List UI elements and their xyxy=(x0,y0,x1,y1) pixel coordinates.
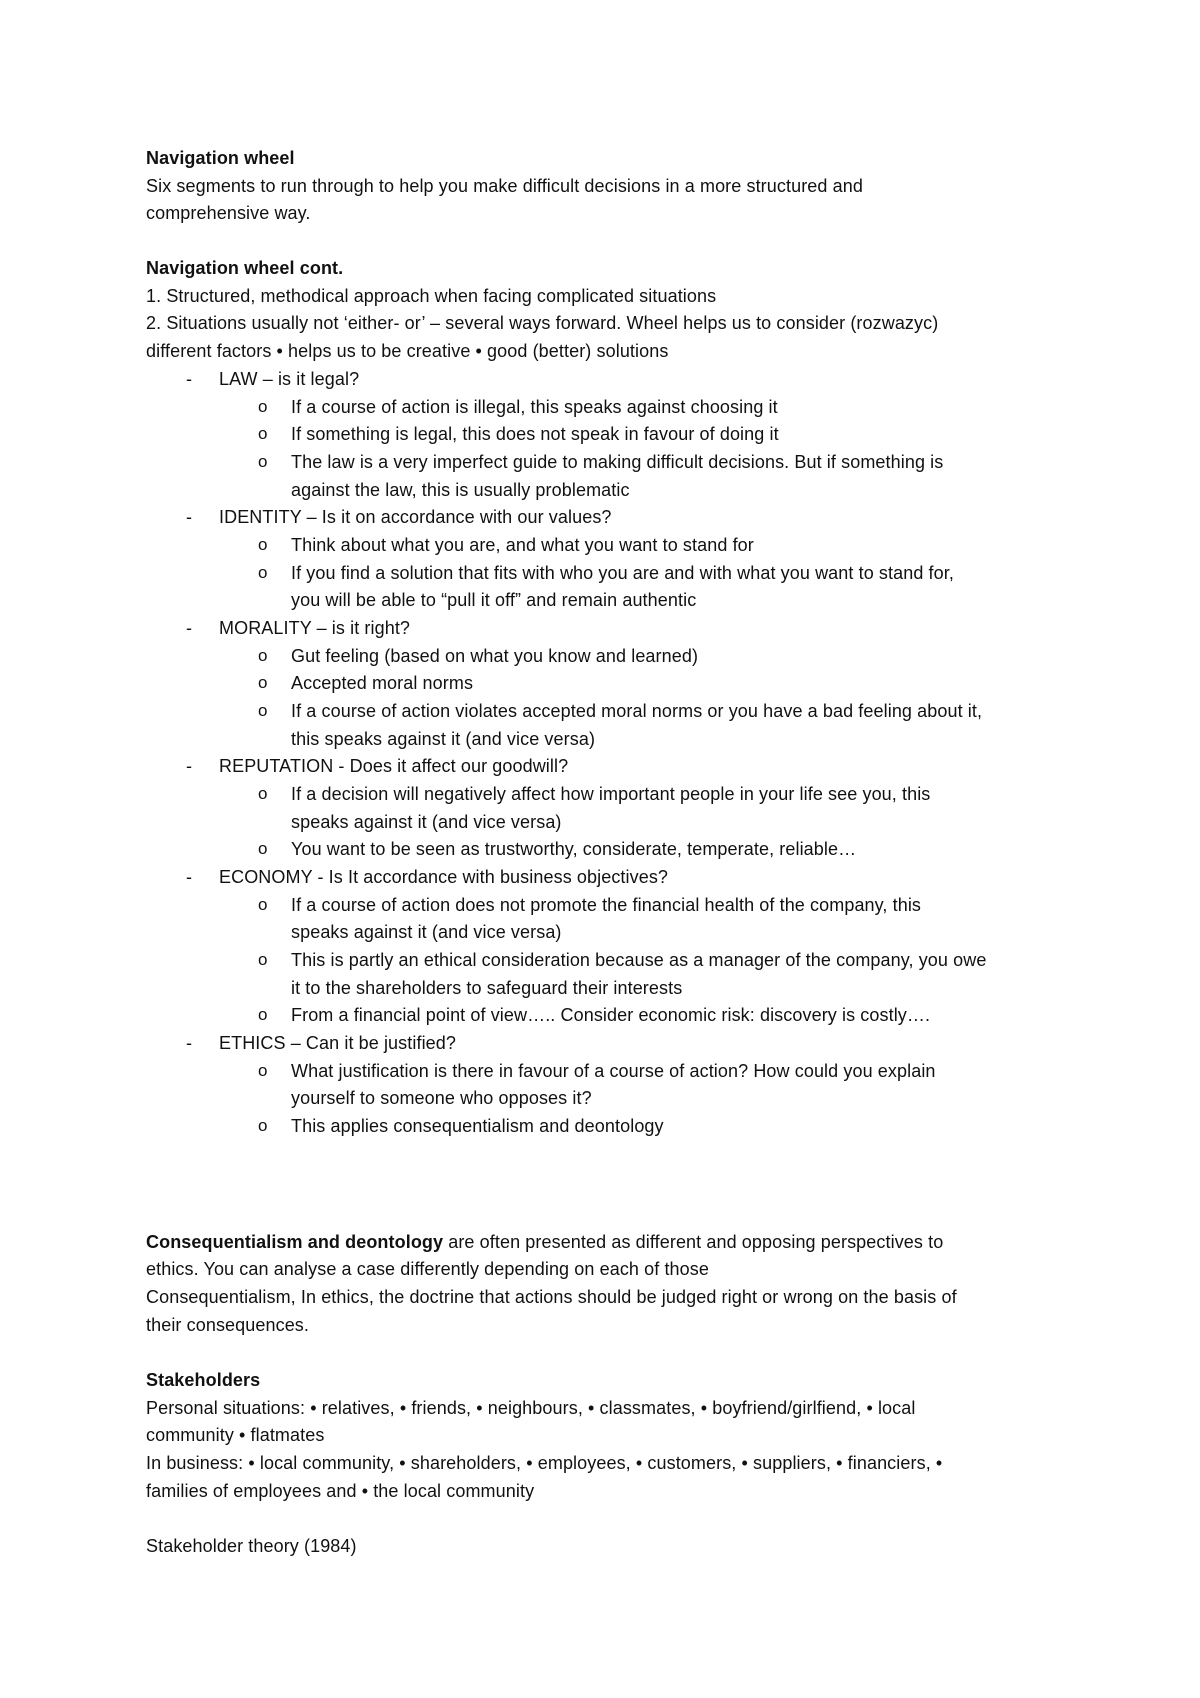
list-item: What justification is there in favour of a course of action? How could you explain xyxy=(291,1061,936,1081)
paragraph-line: Personal situations: • relatives, • friends, • neighbours, • classmates, • boyfriend/girlfiend, • local xyxy=(146,1398,916,1418)
paragraph-line: Six segments to run through to help you make difficult decisions in a more structured and xyxy=(146,176,863,196)
list-item: You want to be seen as trustworthy, considerate, temperate, reliable… xyxy=(291,839,857,859)
circle-bullet: o xyxy=(258,673,268,692)
paragraph-line: Stakeholder theory (1984) xyxy=(146,1536,357,1556)
paragraph-line: community • flatmates xyxy=(146,1425,325,1445)
circle-bullet: o xyxy=(258,895,268,914)
list-item: This is partly an ethical consideration because as a manager of the company, you owe xyxy=(291,950,987,970)
bold-term: Consequentialism and deontology xyxy=(146,1232,444,1252)
list-item: This applies consequentialism and deontology xyxy=(291,1116,664,1136)
segment-identity-title: IDENTITY – Is it on accordance with our values? xyxy=(219,507,612,527)
segment-economy-title: ECONOMY - Is It accordance with business objectives? xyxy=(219,867,669,887)
list-item-cont: speaks against it (and vice versa) xyxy=(291,922,562,942)
list-item-cont: yourself to someone who opposes it? xyxy=(291,1088,592,1108)
dash-bullet: - xyxy=(186,618,193,638)
list-item: From a financial point of view….. Consider economic risk: discovery is costly…. xyxy=(291,1005,931,1025)
list-item: Accepted moral norms xyxy=(291,673,474,693)
circle-bullet: o xyxy=(258,1005,268,1024)
list-item: The law is a very imperfect guide to making difficult decisions. But if something is xyxy=(291,452,944,472)
list-item: If a decision will negatively affect how important people in your life see you, this xyxy=(291,784,931,804)
circle-bullet: o xyxy=(258,424,268,443)
paragraph-text: are often presented as different and opposing perspectives to xyxy=(443,1232,944,1252)
list-item: If something is legal, this does not speak in favour of doing it xyxy=(291,424,779,444)
list-item: If you find a solution that fits with who you are and with what you want to stand for, xyxy=(291,563,954,583)
circle-bullet: o xyxy=(258,1116,268,1135)
circle-bullet: o xyxy=(258,397,268,416)
list-item-cont: it to the shareholders to safeguard their interests xyxy=(291,978,683,998)
circle-bullet: o xyxy=(258,839,268,858)
numbered-item-2-cont: different factors • helps us to be creative • good (better) solutions xyxy=(146,341,669,361)
dash-bullet: - xyxy=(186,1033,193,1053)
list-item-cont: speaks against it (and vice versa) xyxy=(291,812,562,832)
list-item: If a course of action violates accepted moral norms or you have a bad feeling about it, xyxy=(291,701,983,721)
paragraph-line: their consequences. xyxy=(146,1315,310,1335)
paragraph-line: families of employees and • the local community xyxy=(146,1481,535,1501)
circle-bullet: o xyxy=(258,535,268,554)
circle-bullet: o xyxy=(258,784,268,803)
numbered-item-1: 1. Structured, methodical approach when facing complicated situations xyxy=(146,286,717,306)
circle-bullet: o xyxy=(258,646,268,665)
paragraph-line xyxy=(146,1232,943,1252)
circle-bullet: o xyxy=(258,950,268,969)
list-item-cont: this speaks against it (and vice versa) xyxy=(291,729,596,749)
circle-bullet: o xyxy=(258,452,268,471)
segment-morality-title: MORALITY – is it right? xyxy=(219,618,411,638)
dash-bullet: - xyxy=(186,867,193,887)
paragraph-line: comprehensive way. xyxy=(146,203,311,223)
segment-ethics-title: ETHICS – Can it be justified? xyxy=(219,1033,457,1053)
heading-navigation-wheel: Navigation wheel xyxy=(146,148,295,168)
numbered-item-2: 2. Situations usually not ‘either- or’ – several ways forward. Wheel helps us to consider (rozwazyc) xyxy=(146,313,939,333)
dash-bullet: - xyxy=(186,507,193,527)
heading-stakeholders: Stakeholders xyxy=(146,1370,261,1390)
paragraph-line: ethics. You can analyse a case differently depending on each of those xyxy=(146,1259,709,1279)
list-item: If a course of action does not promote the financial health of the company, this xyxy=(291,895,922,915)
segment-law-title: LAW – is it legal? xyxy=(219,369,360,389)
circle-bullet: o xyxy=(258,1061,268,1080)
segment-reputation-title: REPUTATION - Does it affect our goodwill? xyxy=(219,756,569,776)
circle-bullet: o xyxy=(258,701,268,720)
list-item-cont: against the law, this is usually problematic xyxy=(291,480,630,500)
dash-bullet: - xyxy=(186,756,193,776)
paragraph-line: Consequentialism, In ethics, the doctrine that actions should be judged right or wrong on the basis of xyxy=(146,1287,957,1307)
heading-navigation-wheel-cont: Navigation wheel cont. xyxy=(146,258,344,278)
list-item: Gut feeling (based on what you know and learned) xyxy=(291,646,699,666)
list-item-cont: you will be able to “pull it off” and remain authentic xyxy=(291,590,697,610)
dash-bullet: - xyxy=(186,369,193,389)
list-item: If a course of action is illegal, this speaks against choosing it xyxy=(291,397,778,417)
circle-bullet: o xyxy=(258,563,268,582)
paragraph-line: In business: • local community, • shareholders, • employees, • customers, • suppliers, • financiers, • xyxy=(146,1453,943,1473)
list-item: Think about what you are, and what you want to stand for xyxy=(291,535,754,555)
